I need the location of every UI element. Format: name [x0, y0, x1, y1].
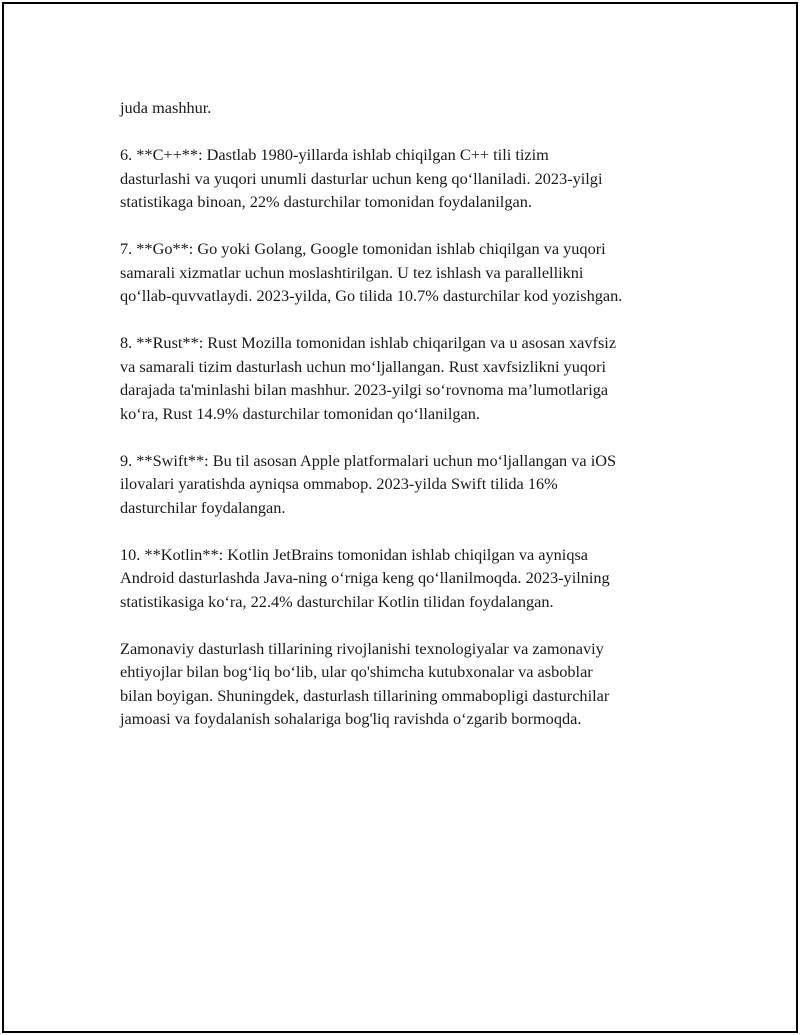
paragraph-kotlin: 10. **Kotlin**: Kotlin JetBrains tomonidan ishlab chiqilgan va ayniqsa Android dasturlashda Java-ning o‘rniga keng qo‘llanilmoqda. 2023-yilning statistikasiga ko‘ra, 22.4% dasturchilar Kotlin tilidan foydalangan. [120, 544, 610, 611]
document-page [2, 2, 798, 1033]
paragraph-go: 7. **Go**: Go yoki Golang, Google tomonidan ishlab chiqilgan va yuqori samarali xizmatlar uchun moslashtirilgan. U tez ishlash va parallellikni qo‘llab-quvvatlaydi. 2023-yilda, Go tilida 10.7% dasturchilar kod yozishgan. [120, 239, 623, 305]
paragraph-cpp: 6. **C++**: Dastlab 1980-yillarda ishlab chiqilgan C++ tili tizim dasturlashi va yuqori unumli dasturlar uchun keng qo‘llaniladi. 2023-yilgi statistikaga binoan, 22% dasturchilar tomonidan foydalanilgan. [120, 145, 603, 211]
paragraph-rust: 8. **Rust**: Rust Mozilla tomonidan ishlab chiqarilgan va u asosan xavfsiz va samarali tizim dasturlash uchun mo‘ljallangan. Rust xavfsizlikni yuqori darajada ta'minlashi bilan mashhur. 2023-yilgi so‘rovnoma ma’lumotlariga ko‘ra, Rust 14.9% dasturchilar tomonidan qo‘llanilgan. [120, 333, 617, 423]
paragraph-conclusion: Zamonaviy dasturlash tillarining rivojlanishi texnologiyalar va zamonaviy ehtiyojlar bilan bog‘liq bo‘lib, ular qo'shimcha kutubxonalar va asboblar bilan boyigan. Shuningdek, dasturlash tillarining ommabopligi dasturchilar jamoasi va foydalanish sohalariga bog'liq ravishda o‘zgarib bormoqda. [120, 638, 610, 728]
paragraph-swift: 9. **Swift**: Bu til asosan Apple platformalari uchun mo‘ljallangan va iOS ilovalari yaratishda ayniqsa ommabop. 2023-yilda Swift tilida 16% dasturchilar foydalangan. [120, 450, 617, 517]
document-body [120, 96, 700, 754]
paragraph-continuation: juda mashhur. [120, 98, 212, 117]
